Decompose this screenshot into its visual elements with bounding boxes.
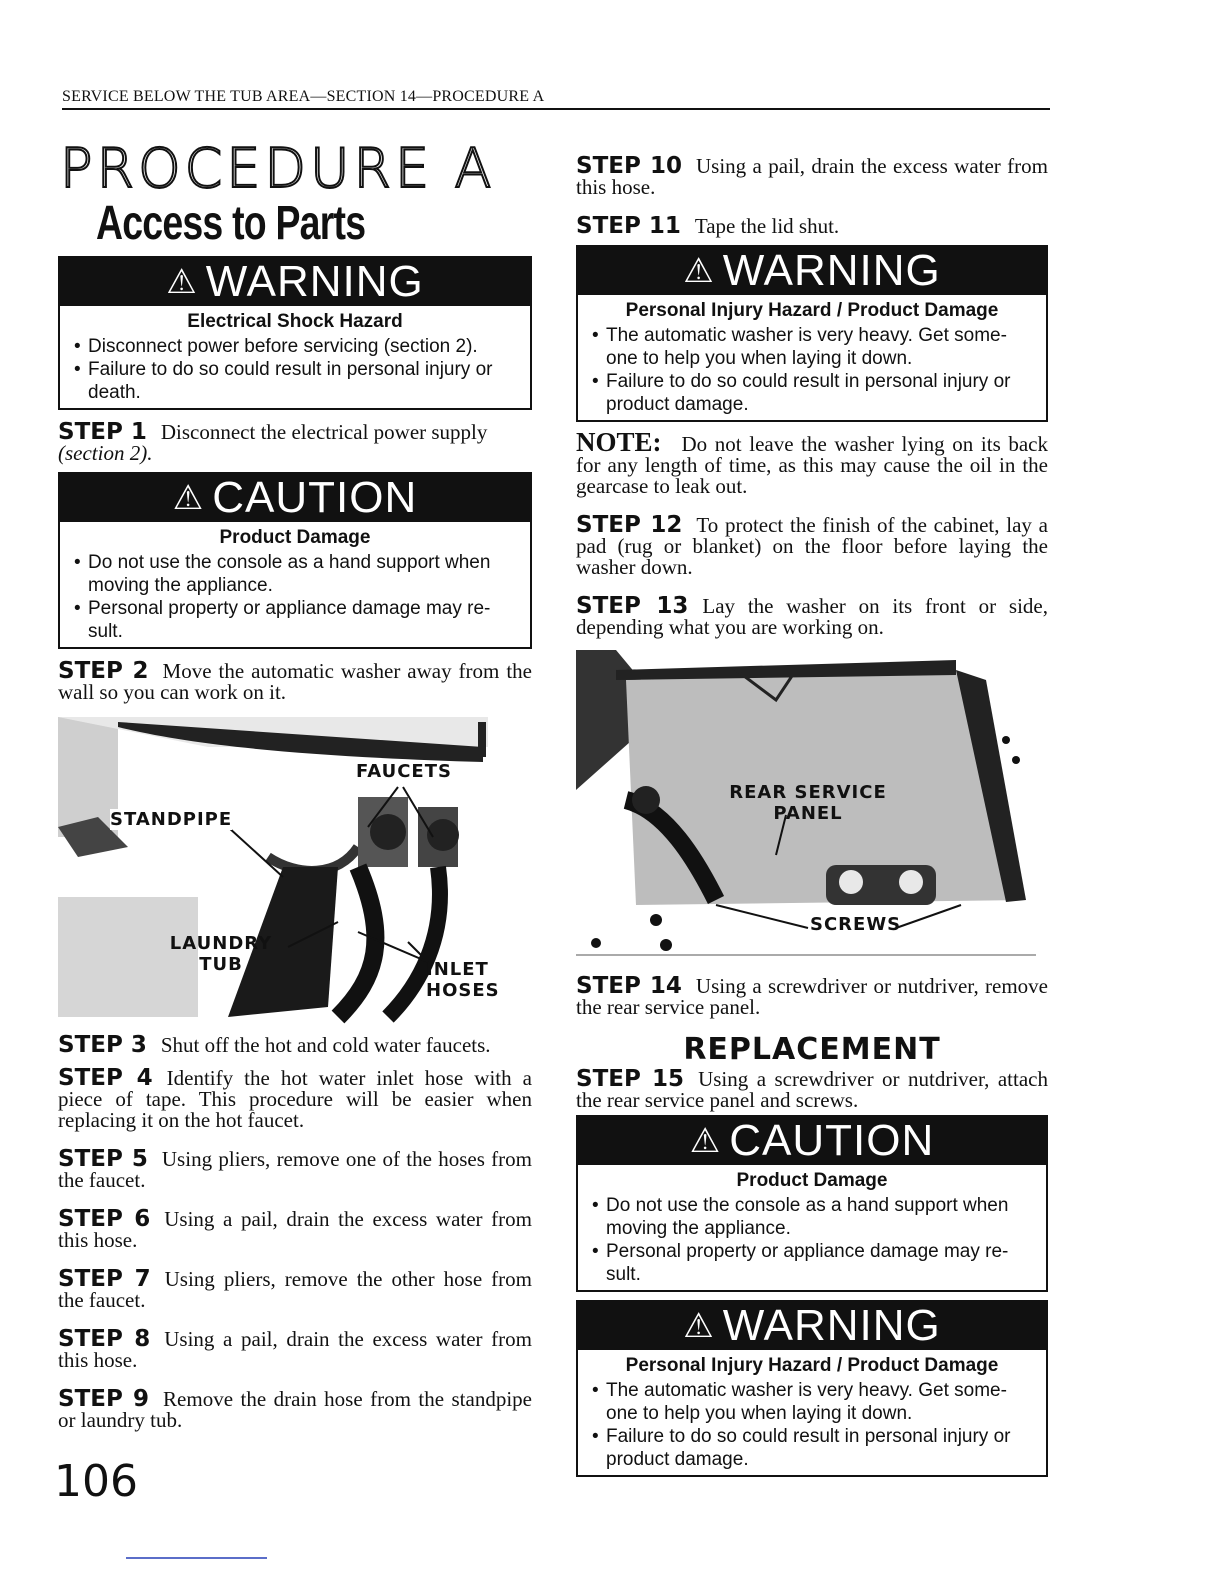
- warning-item: • Failure to do so could result in personal injury or product damage.: [606, 370, 1036, 416]
- step-12: STEP 12 To protect the finish of the cabinet, lay a pad (rug or blanket) on the floor before laying the washer down.: [576, 512, 1048, 579]
- warning-subtitle: Personal Injury Hazard / Product Damage: [625, 300, 999, 321]
- procedure-subtitle: Access to Parts: [96, 197, 366, 250]
- warning-item: • Failure to do so could result in personal injury or death.: [88, 358, 520, 404]
- caution-item: • Personal property or appliance damage may re-sult.: [606, 1240, 1036, 1286]
- page-header: SERVICE BELOW THE TUB AREA—SECTION 14—PROCEDURE A: [62, 88, 1050, 110]
- step-11: STEP 11 Tape the lid shut.: [576, 213, 840, 239]
- step-8: STEP 8 Using a pail, drain the excess water from this hose.: [58, 1326, 532, 1372]
- warning-triangle-icon: ⚠: [683, 1307, 715, 1345]
- warning-subtitle: Electrical Shock Hazard: [187, 311, 403, 332]
- caution-header: ⚠ CAUTION: [578, 1117, 1046, 1165]
- step-6: STEP 6 Using a pail, drain the excess water from this hose.: [58, 1206, 532, 1252]
- step-14: STEP 14 Using a screwdriver or nutdriver, remove the rear service panel.: [576, 973, 1048, 1019]
- caution-subtitle: Product Damage: [736, 1170, 888, 1191]
- warning-item: • Disconnect power before servicing (section 2).: [88, 335, 520, 358]
- caution-box-product: [58, 472, 532, 649]
- caution-item: • Personal property or appliance damage may re-sult.: [88, 597, 520, 643]
- bottom-blue-rule: [126, 1557, 267, 1559]
- warning-triangle-icon: ⚠: [172, 479, 205, 517]
- screws-label: SCREWS: [810, 914, 902, 935]
- rear-service-panel-label: REAR SERVICE PANEL: [729, 782, 887, 824]
- rear-panel-photo: [576, 650, 1048, 960]
- procedure-title: PROCEDURE A: [60, 137, 496, 200]
- step-5: STEP 5 Using pliers, remove one of the hoses from the faucet.: [58, 1146, 532, 1192]
- standpipe-label: STANDPIPE: [110, 809, 233, 830]
- caution-subtitle: Product Damage: [219, 527, 371, 548]
- warning-triangle-icon: ⚠: [689, 1122, 722, 1160]
- step-3: STEP 3 Shut off the hot and cold water faucets.: [58, 1032, 491, 1058]
- right-column: [576, 150, 1048, 1477]
- inlet-hoses-label: INLET HOSES: [426, 959, 500, 1001]
- step-2: STEP 2 Move the automatic washer away from the wall so you can work on it.: [58, 658, 532, 704]
- warning-header: ⚠ WARNING: [578, 1302, 1046, 1350]
- caution-header: ⚠ CAUTION: [60, 474, 530, 522]
- step-10: STEP 10 Using a pail, drain the excess water from this hose.: [576, 153, 1048, 199]
- step-13: STEP 13 Lay the washer on its front or side, depending what you are working on.: [576, 593, 1048, 639]
- warning-item: • Failure to do so could result in personal injury or product damage.: [606, 1425, 1036, 1471]
- caution-item: • Do not use the console as a hand support when moving the appliance.: [88, 551, 520, 597]
- warning-subtitle: Personal Injury Hazard / Product Damage: [625, 1355, 999, 1376]
- faucets-photo: [58, 717, 500, 1017]
- laundry-tub-label: LAUNDRY TUB: [169, 933, 273, 975]
- warning-header: ⚠ WARNING: [578, 247, 1046, 295]
- step-1: STEP 1 Disconnect the electrical power supply (section 2).: [58, 419, 488, 465]
- faucets-label: FAUCETS: [356, 761, 452, 782]
- warning-triangle-icon: ⚠: [683, 252, 715, 290]
- warning-box-electrical: [58, 256, 532, 410]
- note: NOTE: Do not leave the washer lying on its back for any length of time, as this may cause the oil in the gearcase to leak out.: [576, 427, 1048, 498]
- page-number: 106: [54, 1456, 138, 1507]
- warning-triangle-icon: ⚠: [166, 263, 198, 301]
- step-15: STEP 15 Using a screwdriver or nutdriver, attach the rear service panel and screws.: [576, 1066, 1048, 1112]
- caution-box-product-2: [576, 1115, 1048, 1292]
- left-column: [58, 137, 532, 1432]
- caution-item: • Do not use the console as a hand support when moving the appliance.: [606, 1194, 1036, 1240]
- warning-box-injury: [576, 245, 1048, 422]
- step-4: STEP 4 Identify the hot water inlet hose with a piece of tape. This procedure will be easier when replacing it on the hot faucet.: [58, 1065, 532, 1132]
- warning-box-injury-2: [576, 1300, 1048, 1477]
- step-9: STEP 9 Remove the drain hose from the standpipe or laundry tub.: [58, 1386, 532, 1432]
- warning-header: ⚠ WARNING: [60, 258, 530, 306]
- warning-item: • The automatic washer is very heavy. Get some-one to help you when laying it down.: [606, 324, 1036, 370]
- warning-item: • The automatic washer is very heavy. Get some-one to help you when laying it down.: [606, 1379, 1036, 1425]
- replacement-heading: REPLACEMENT: [683, 1032, 941, 1067]
- step-7: STEP 7 Using pliers, remove the other hose from the faucet.: [58, 1266, 532, 1312]
